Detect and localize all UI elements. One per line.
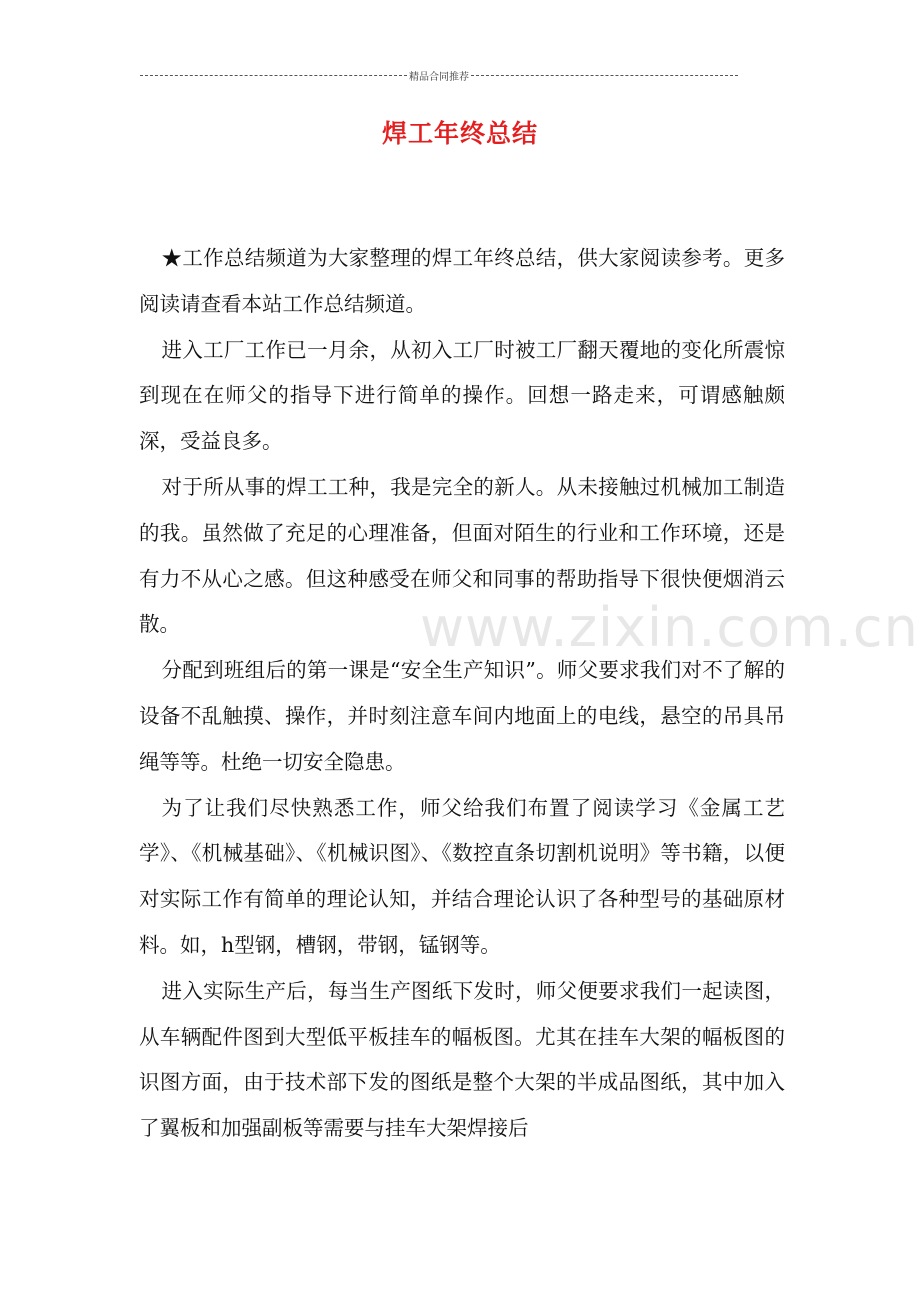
watermark: www.zixin.com.cn <box>420 596 919 659</box>
document-body <box>139 236 785 1152</box>
paragraph: ★工作总结频道为大家整理的焊工年终总结，供大家阅读参考。更多阅读请查看本站工作总结频道。 <box>139 246 785 316</box>
paragraph: 对于所从事的焊工工种，我是完全的新人。从未接触过机械加工制造的我。虽然做了充足的心理准备，但面对陌生的行业和工作环境，还是有力不从心之感。但这种感受在师父和同事的帮助指导下很快便烟消云散。 <box>139 474 785 637</box>
paragraph: 分配到班组后的第一课是“安全生产知识”。师父要求我们对不了解的设备不乱触摸、操作，并时刻注意车间内地面上的电线，悬空的吊具吊绳等等。杜绝一切安全隐患。 <box>139 658 785 774</box>
header-divider <box>140 68 738 82</box>
header-label: 精品合同推荐 <box>409 71 469 83</box>
header-dash-right <box>471 75 738 76</box>
paragraph: 进入工厂工作已一月余，从初入工厂时被工厂翻天覆地的变化所震惊到现在在师父的指导下进行简单的操作。回想一路走来，可谓感触颇深，受益良多。 <box>139 337 785 454</box>
header-dash-left <box>140 75 407 76</box>
paragraph: 进入实际生产后，每当生产图纸下发时，师父便要求我们一起读图，从车辆配件图到大型低平板挂车的幅板图。尤其在挂车大架的幅板图的识图方面，由于技术部下发的图纸是整个大架的半成品图纸，其中加入了翼板和加强副板等需要与挂车大架焊接后 <box>139 978 785 1141</box>
paragraph: 为了让我们尽快熟悉工作，师父给我们布置了阅读学习《金属工艺学》、《机械基础》、《机械识图》、《数控直条切割机说明》等书籍，以便对实际工作有简单的理论认知，并结合理论认识了各种型号的基础原材料。如，h型钢，槽钢，带钢，锰钢等。 <box>139 795 785 957</box>
document-title: 焊工年终总结 <box>381 119 538 148</box>
